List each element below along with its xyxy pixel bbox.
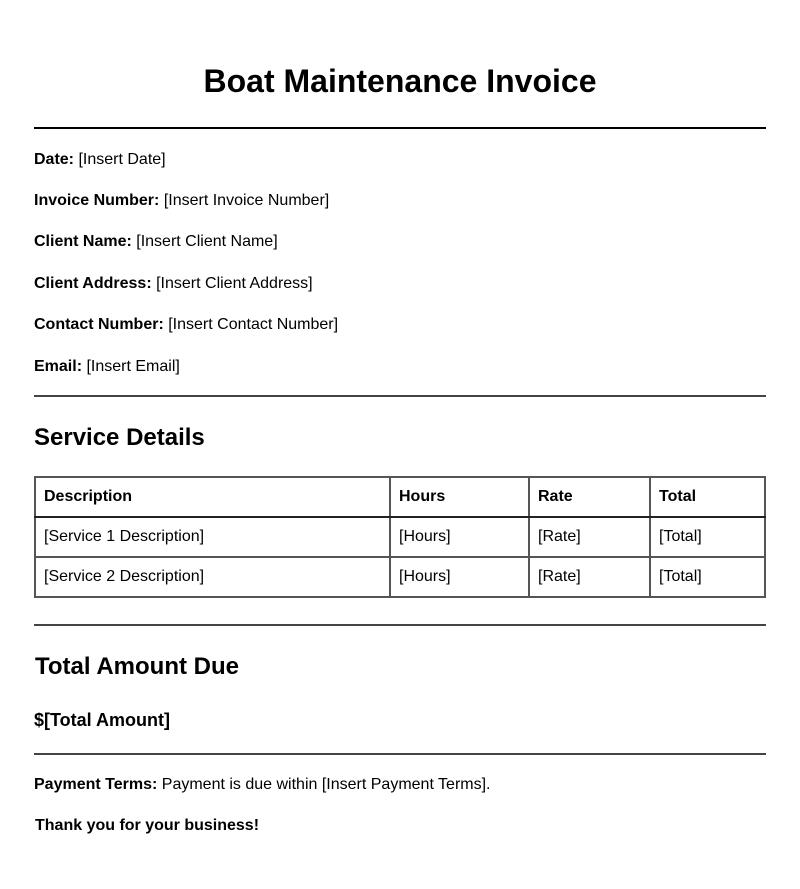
service-total-cell: [Total] bbox=[650, 517, 765, 557]
total-amount-heading: Total Amount Due bbox=[35, 653, 239, 680]
date-label: Date: bbox=[34, 151, 75, 168]
thank-you-message: Thank you for your business! bbox=[35, 817, 260, 834]
total-amount-value: $[Total Amount] bbox=[34, 710, 170, 730]
service-total-cell: [Total] bbox=[650, 557, 765, 597]
service-description-cell: [Service 1 Description] bbox=[35, 517, 390, 557]
service-rate-cell: [Rate] bbox=[529, 557, 650, 597]
service-rate-cell: [Rate] bbox=[529, 517, 650, 557]
invoice-number-field bbox=[34, 191, 329, 211]
title-divider bbox=[34, 127, 766, 129]
column-header-description: Description bbox=[35, 477, 390, 517]
email-label: Email: bbox=[34, 358, 83, 375]
service-description-cell: [Service 2 Description] bbox=[35, 557, 390, 597]
payment-terms-label: Payment Terms: bbox=[34, 776, 158, 793]
date-field bbox=[34, 150, 166, 170]
contact-number-value: [Insert Contact Number] bbox=[168, 316, 339, 333]
email-value: [Insert Email] bbox=[86, 358, 180, 375]
service-details-divider bbox=[34, 624, 766, 626]
contact-number-field bbox=[34, 315, 338, 335]
column-header-total: Total bbox=[650, 477, 765, 517]
client-address-value: [Insert Client Address] bbox=[156, 275, 313, 292]
table-header-row bbox=[35, 477, 765, 517]
invoice-number-label: Invoice Number: bbox=[34, 192, 160, 209]
service-details-table bbox=[34, 476, 766, 598]
service-hours-cell: [Hours] bbox=[390, 557, 529, 597]
email-field bbox=[34, 357, 180, 377]
client-info-divider bbox=[34, 395, 766, 397]
date-value: [Insert Date] bbox=[78, 151, 166, 168]
column-header-hours: Hours bbox=[390, 477, 529, 517]
contact-number-label: Contact Number: bbox=[34, 316, 164, 333]
payment-terms bbox=[34, 775, 491, 795]
service-hours-cell: [Hours] bbox=[390, 517, 529, 557]
client-name-label: Client Name: bbox=[34, 233, 132, 250]
client-name-value: [Insert Client Name] bbox=[136, 233, 278, 250]
client-name-field bbox=[34, 232, 278, 252]
invoice-number-value: [Insert Invoice Number] bbox=[163, 192, 330, 209]
client-address-field bbox=[34, 274, 313, 294]
table-row bbox=[35, 517, 765, 557]
payment-terms-value: Payment is due within [Insert Payment Terms]. bbox=[161, 776, 491, 793]
table-row bbox=[35, 557, 765, 597]
client-address-label: Client Address: bbox=[34, 275, 152, 292]
invoice-title: Boat Maintenance Invoice bbox=[203, 63, 597, 99]
column-header-rate: Rate bbox=[529, 477, 650, 517]
service-details-heading: Service Details bbox=[34, 424, 205, 451]
total-divider bbox=[34, 753, 766, 755]
